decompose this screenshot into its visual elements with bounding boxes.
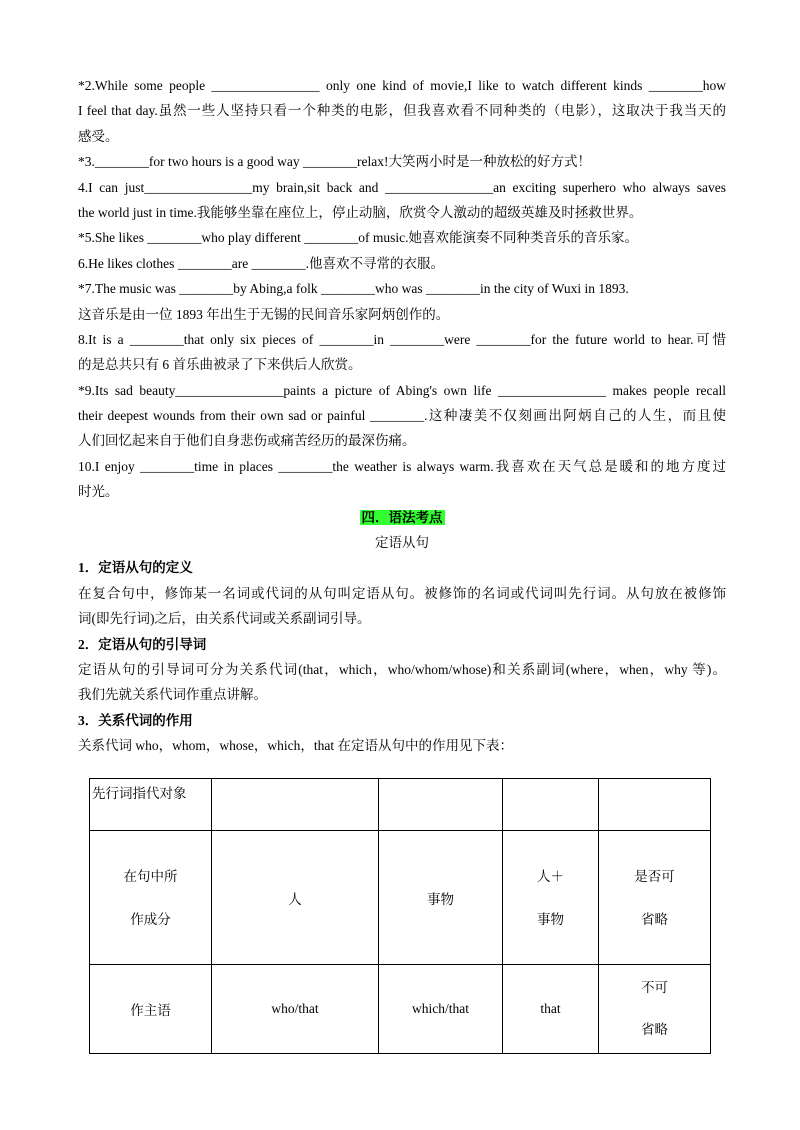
exercise-line: *5.She likes ________who play different ________of music.她喜欢能演奏不同种类音乐的音乐家。 xyxy=(78,230,638,246)
exercise-line: 10.I enjoy ________time in places ________the weather is always warm.我喜欢在天气总是暖和的地方度过 xyxy=(78,458,726,474)
table-cell xyxy=(90,831,212,965)
table-cell xyxy=(212,779,379,831)
relative-pronoun-table xyxy=(89,778,711,1054)
exercise-line: 8.It is a ________that only six pieces of ________in ________were ________for the future world to hear.可惜 xyxy=(78,331,726,347)
exercise-line: *3.________for two hours is a good way ________relax!大笑两小时是一种放松的好方式！ xyxy=(78,154,591,170)
point-heading: 3．关系代词的作用 xyxy=(78,712,193,728)
section-title-line xyxy=(78,505,726,530)
table-row xyxy=(90,831,711,965)
table-cell: 作主语 xyxy=(90,965,212,1054)
paragraph-line: 定语从句的引导词可分为关系代词(that，which，who/whom/whose)和关系副词(where，when，why 等)。 xyxy=(78,661,726,677)
cell-text: 人＋ xyxy=(537,868,564,884)
cell-text: 省略 xyxy=(641,911,668,927)
table-cell xyxy=(599,779,711,831)
cell-text: 不可 xyxy=(641,980,668,995)
table-cell xyxy=(379,779,503,831)
cell-text: 在句中所 xyxy=(123,868,178,884)
point-heading: 2．定语从句的引导词 xyxy=(78,636,207,652)
exercise-line: I feel that day.虽然一些人坚持只看一个种类的电影，但我喜欢看不同种类的（电影），这取决于我当天的 xyxy=(78,103,726,119)
exercise-line: *7.The music was ________by Abing,a folk ________who was ________in the city of Wuxi in 1893. xyxy=(78,281,629,297)
exercise-line: 4.I can just________________my brain,sit back and ________________an exciting superhero who always saves xyxy=(78,179,726,195)
document-body xyxy=(78,73,726,759)
cell-text: 作成分 xyxy=(130,911,171,927)
table-cell: that xyxy=(503,965,599,1054)
exercise-line: *9.Its sad beauty________________paints a picture of Abing's own life ________________ makes people recall xyxy=(78,382,726,398)
exercise-line: 的是总共只有 6 首乐曲被录了下来供后人欣赏。 xyxy=(78,357,362,373)
paragraph-line: 我们先就关系代词作重点讲解。 xyxy=(78,687,267,703)
table-header-cell: 先行词指代对象 xyxy=(90,779,212,831)
exercise-line: 时光。 xyxy=(78,484,119,500)
table-cell xyxy=(599,965,711,1054)
cell-text: 事物 xyxy=(537,911,564,927)
table-cell xyxy=(503,831,599,965)
paragraph-line: 关系代词 who，whom，whose，which，that 在定语从句中的作用见下表： xyxy=(78,738,513,754)
table-cell: who/that xyxy=(212,965,379,1054)
exercise-line: *2.While some people ________________ only one kind of movie,I like to watch different kinds ________how xyxy=(78,78,726,93)
paragraph-line: 在复合句中，修饰某一名词或代词的从句叫定语从句。被修饰的名词或代词叫先行词。从句放在被修饰 xyxy=(78,585,726,601)
point-heading: 1．定语从句的定义 xyxy=(78,560,193,576)
exercise-line: 这音乐是由一位 1893 年出生于无锡的民间音乐家阿炳创作的。 xyxy=(78,306,450,322)
section-title: 四．语法考点 xyxy=(361,509,443,525)
exercise-line: 人们回忆起来自于他们自身悲伤或痛苦经历的最深伤痛。 xyxy=(78,433,416,449)
exercise-line: the world just in time.我能够坐靠在座位上，停止动脑，欣赏令人激动的超级英雄及时拯救世界。 xyxy=(78,204,643,220)
exercise-line: 感受。 xyxy=(78,128,119,144)
paragraph-line: 词(即先行词)之后，由关系代词或关系副词引导。 xyxy=(78,611,371,627)
cell-text: 是否可 xyxy=(634,868,675,884)
section-subtitle: 定语从句 xyxy=(375,535,429,551)
exercise-line: 6.He likes clothes ________are ________.他喜欢不寻常的衣服。 xyxy=(78,255,444,271)
table-cell: 事物 xyxy=(379,831,503,965)
exercise-line: their deepest wounds from their own sad or painful ________.这种凄美不仅刻画出阿炳自己的人生，而且使 xyxy=(78,408,726,424)
table-cell: which/that xyxy=(379,965,503,1054)
table-row xyxy=(90,965,711,1054)
table-row xyxy=(90,779,711,831)
table-cell xyxy=(503,779,599,831)
table-cell: 人 xyxy=(212,831,379,965)
table-cell xyxy=(599,831,711,965)
cell-text: 省略 xyxy=(641,1022,668,1037)
